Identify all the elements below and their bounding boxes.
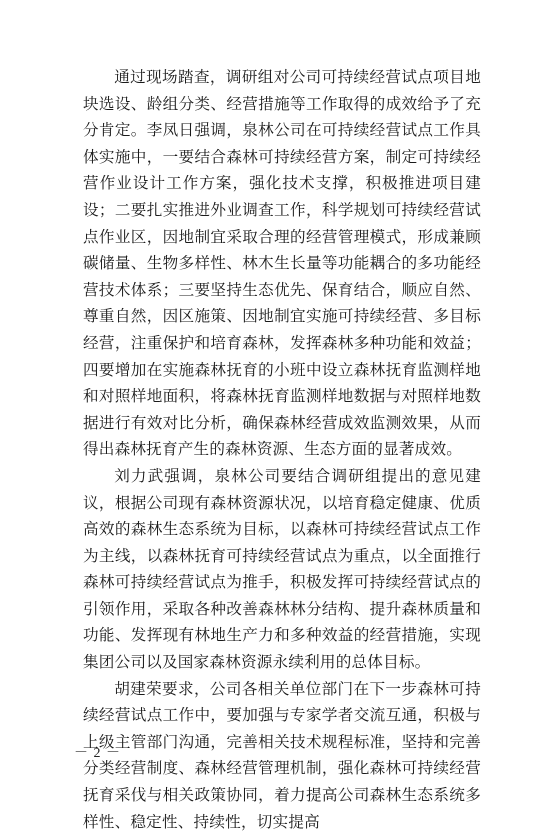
body-text bbox=[83, 64, 481, 835]
page-number: － 2 － bbox=[74, 746, 121, 761]
paragraph-hu-jianrong: 胡建荣要求，公司各相关单位部门在下一步森林可持续经营试点工作中，要加强与专家学者交流互通，积极与上级主管部门沟通，完善相关技术规程标准，坚持和完善分类经营制度、森林经营管理机制，强化森林可持续经营抚育采伐与相关政策协同，着力提高公司森林生态系统多样性、稳定性、持续性，切实提高 bbox=[83, 679, 481, 831]
paragraph-liu-liwu: 刘力武强调，泉林公司要结合调研组提出的意见建议，根据公司现有森林资源状况，以培育稳定健康、优质高效的森林生态系统为目标，以森林可持续经营试点工作为主线，以森林抚育可持续经营试点为重点，以全面推行森林可持续经营试点为推手，积极发挥可持续经营试点的引领作用，采取各种改善森林林分结构、提升森林质量和功能、发挥现有林地生产力和多种效益的经营措施，实现集团公司以及国家森林资源永续利用的总体目标。 bbox=[83, 466, 481, 672]
paragraph-field-inspection: 通过现场踏查，调研组对公司可持续经营试点项目地块选设、龄组分类、经营措施等工作取得的成效给予了充分肯定。李凤日强调，泉林公司在可持续经营试点工作具体实施中，一要结合森林可持续经营方案，制定可持续经营作业设计工作方案，强化技术支撑，积极推进项目建设；二要扎实推进外业调查工作，科学规划可持续经营试点作业区，因地制宜采取合理的经营管理模式，形成兼顾碳储量、生物多样性、林木生长量等功能耦合的多功能经营技术体系；三要坚持生态优先、保育结合，顺应自然、尊重自然，因区施策、因地制宜实施可持续经营、多目标经营，注重保护和培育森林，发挥森林多种功能和效益；四要增加在实施森林抚育的小班中设立森林抚育监测样地和对照样地面积，将森林抚育监测样地数据与对照样地数据进行有效对比分析，确保森林经营成效监测效果，从而得出森林抚育产生的森林资源、生态方面的显著成效。 bbox=[83, 68, 481, 459]
